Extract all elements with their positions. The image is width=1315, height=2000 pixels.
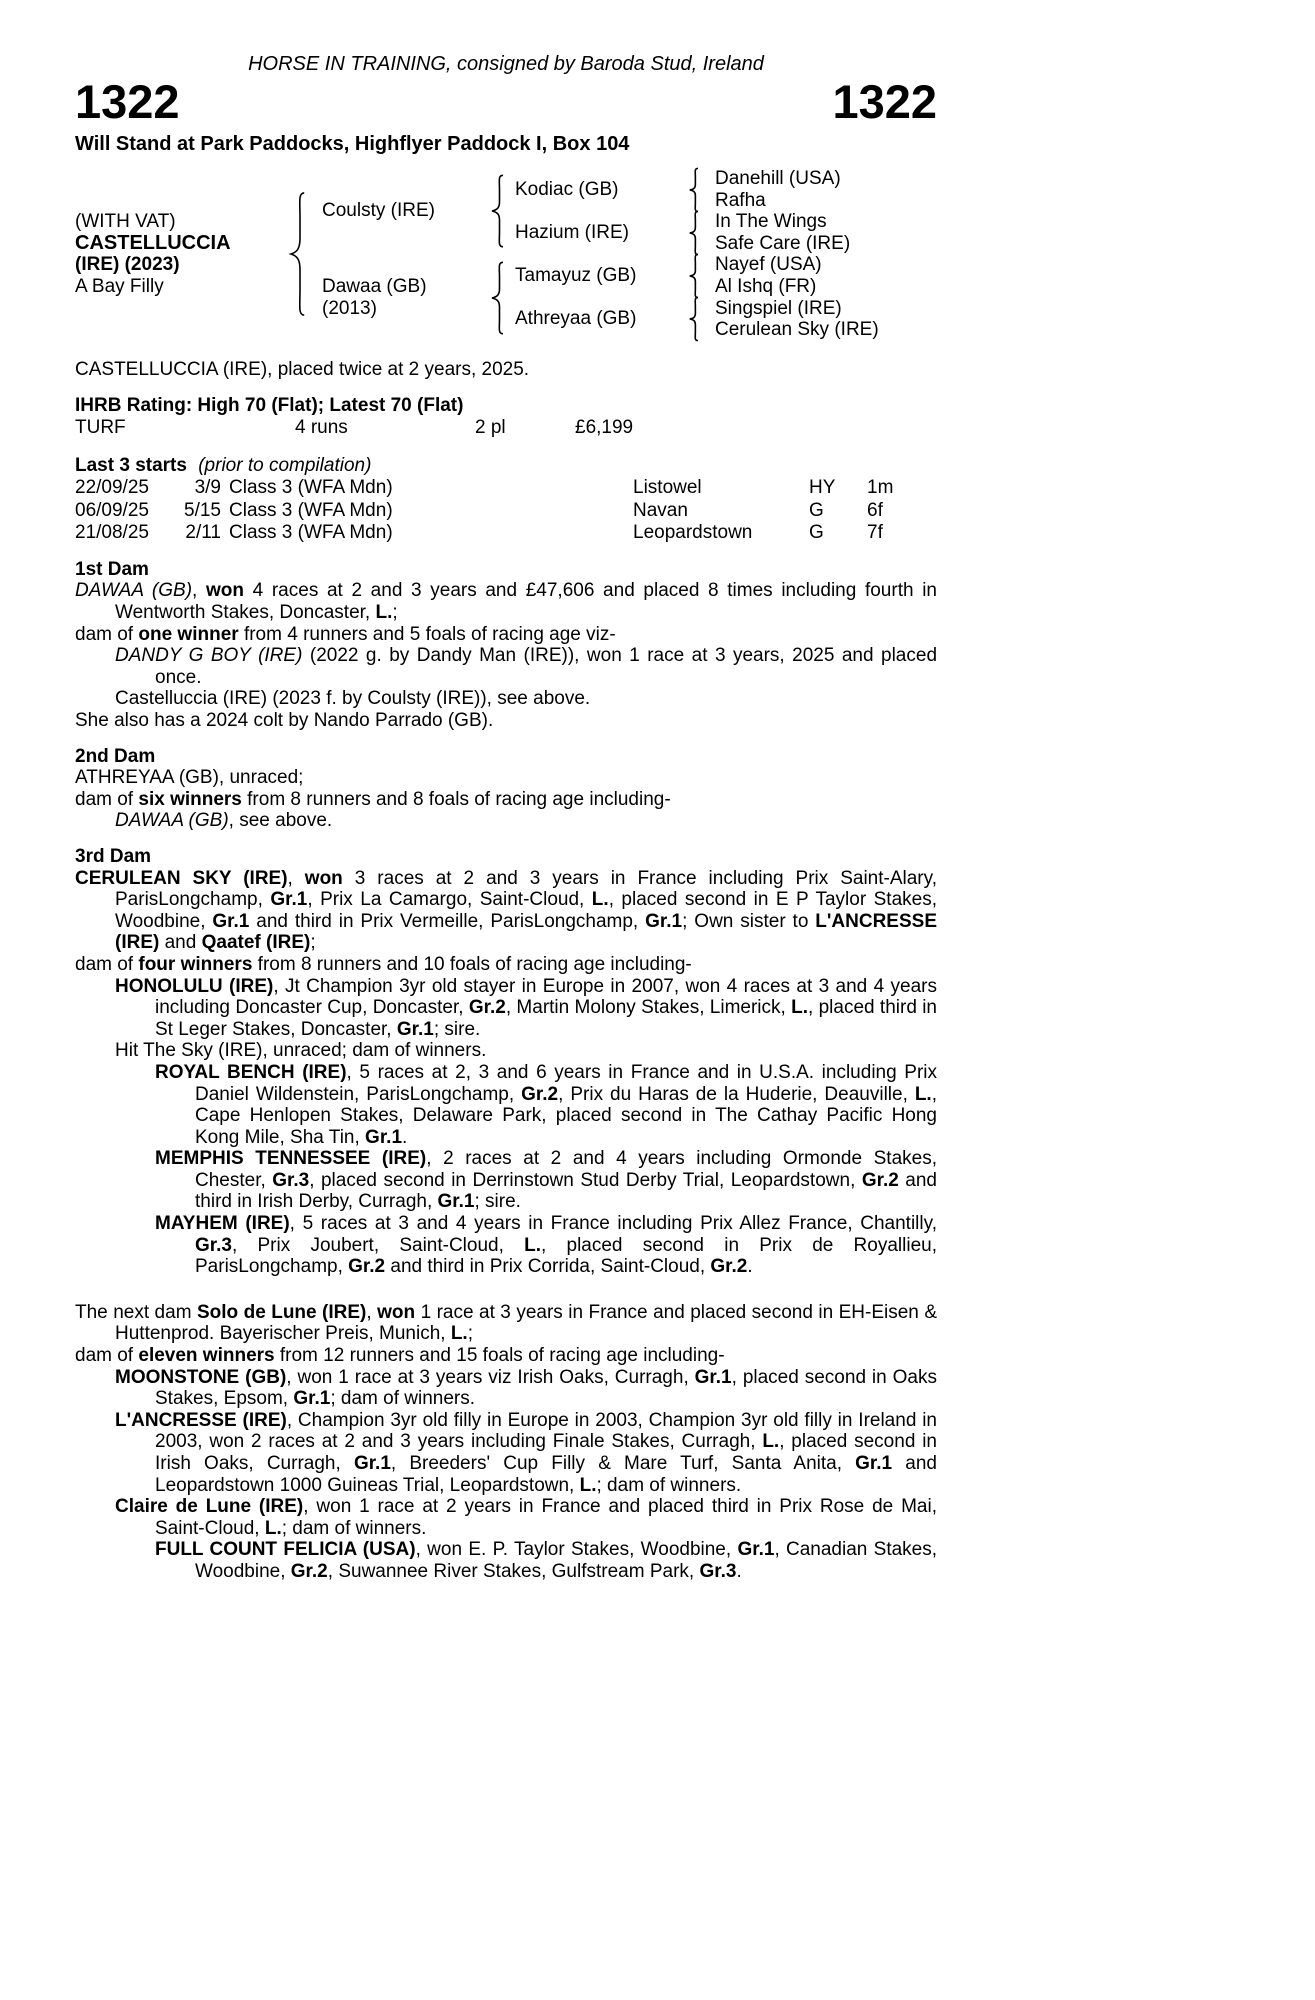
- race-summary-line: CASTELLUCCIA (IRE), placed twice at 2 years, 2025.: [75, 358, 530, 380]
- start-distance: 7f: [867, 522, 883, 544]
- horse-suffix: (IRE) (2023): [75, 254, 180, 276]
- para-dandy-g-boy: DANDY G BOY (IRE) (2022 g. by Dandy Man (IRE)), won 1 race at 3 years, 2025 and placed once.: [115, 645, 938, 688]
- section-heading: 3rd Dam: [75, 845, 152, 867]
- start-position: 3/9: [194, 477, 221, 499]
- start-date: 21/08/25: [75, 522, 149, 544]
- dam-name: [322, 276, 487, 319]
- surface-label: TURF: [75, 417, 126, 439]
- last3-note: (prior to compilation): [198, 455, 372, 477]
- first-dam-section: [75, 559, 937, 732]
- start-going: G: [809, 522, 824, 544]
- pedigree-ancestor: Nayef (USA): [715, 254, 822, 276]
- runs-value: 4 runs: [295, 417, 348, 439]
- second-dam-section: [75, 746, 937, 832]
- para-full-count-felicia: FULL COUNT FELICIA (USA), won E. P. Taylor Stakes, Woodbine, Gr.1, Canadian Stakes, Woodbine, Gr.2, Suwannee River Stakes, Gulfstream Park, Gr.3.: [155, 1539, 938, 1582]
- para-castelluccia-produce: Castelluccia (IRE) (2023 f. by Coulsty (IRE)), see above.: [115, 688, 591, 710]
- placed-value: 2 pl: [475, 417, 506, 439]
- horse-description: A Bay Filly: [75, 275, 164, 297]
- pedigree-ancestor-dams-dam: Athreyaa (GB): [515, 308, 637, 330]
- para-moonstone: MOONSTONE (GB), won 1 race at 3 years viz Irish Oaks, Curragh, Gr.1, placed second in Oaks Stakes, Epsom, Gr.1; dam of winners.: [115, 1366, 937, 1410]
- pedigree-ancestor: Singspiel (IRE): [715, 297, 842, 319]
- ihrb-rating-line: IHRB Rating: High 70 (Flat); Latest 70 (Flat): [75, 395, 464, 417]
- last3-starts-block: [75, 455, 937, 545]
- earnings-value: £6,199: [575, 417, 634, 439]
- consignment-line: HORSE IN TRAINING, consigned by Baroda Stud, Ireland: [248, 53, 764, 75]
- para-memphis-tennessee: MEMPHIS TENNESSEE (IRE), 2 races at 2 and 4 years including Ormonde Stakes, Chester, Gr.3, placed second in Derrinstown Stud Derby Trial, Leopardstown, Gr.2 and third in Irish Derby, Curragh, Gr.1; sire.: [155, 1148, 937, 1213]
- para-dam2-produce-count: dam of six winners from 8 runners and 8 foals of racing age including-: [75, 788, 671, 810]
- pedigree-ancestor: Safe Care (IRE): [715, 232, 851, 254]
- race-start-row: [75, 477, 937, 500]
- pedigree-ancestor-sires-dam: Hazium (IRE): [515, 221, 630, 243]
- para-dawaa-see-above: DAWAA (GB), see above.: [115, 810, 333, 832]
- pedigree-brace-icon: [285, 189, 309, 319]
- vat-note: (WITH VAT): [75, 211, 176, 233]
- pedigree-ancestor: Rafha: [715, 189, 766, 211]
- third-dam-section: [75, 846, 937, 1278]
- horse-info-block: [75, 211, 285, 297]
- start-going: HY: [809, 477, 836, 499]
- last3-label: Last 3 starts: [75, 455, 187, 477]
- para-claire-de-lune: Claire de Lune (IRE), won 1 race at 2 years in France and placed third in Prix Rose de Mai, Saint-Cloud, L.; dam of winners.: [115, 1496, 937, 1539]
- pedigree-ancestor: In The Wings: [715, 211, 827, 233]
- pedigree-ancestor: Al Ishq (FR): [715, 275, 817, 297]
- pedigree-table: [75, 168, 937, 341]
- start-course: Navan: [633, 499, 688, 521]
- start-course: Listowel: [633, 477, 702, 499]
- dam-name-line: Dawaa (GB): [322, 275, 427, 297]
- para-next-dam-produce-count: dam of eleven winners from 12 runners and 15 foals of racing age including-: [75, 1345, 725, 1367]
- start-date: 06/09/25: [75, 499, 149, 521]
- start-distance: 1m: [867, 477, 894, 499]
- start-race: Class 3 (WFA Mdn): [229, 477, 393, 499]
- race-record-row: [75, 417, 937, 439]
- para-hit-the-sky: Hit The Sky (IRE), unraced; dam of winners.: [115, 1040, 487, 1062]
- lot-number-right: 1322: [832, 75, 937, 128]
- start-race: Class 3 (WFA Mdn): [229, 499, 393, 521]
- pedigree-brace-icon: [487, 173, 507, 249]
- lot-number-row: [75, 75, 937, 128]
- para-solo-de-lune: The next dam Solo de Lune (IRE), won 1 race at 3 years in France and placed second in EH-Eisen & Huttenprod. Bayerischer Preis, Munich, L.;: [75, 1301, 937, 1345]
- start-course: Leopardstown: [633, 522, 753, 544]
- para-lancresse: L'ANCRESSE (IRE), Champion 3yr old filly in Europe in 2003, Champion 3yr old filly in Ireland in 2003, won 2 races at 2 and 3 years including Finale Stakes, Curragh, L., placed second in Irish Oaks, Curragh, Gr.1, Breeders' Cup Filly & Mare Turf, Santa Anita, Gr.1 and Leopardstown 1000 Guineas Trial, Leopardstown, L.; dam of winners.: [115, 1409, 938, 1496]
- next-dam-section: [75, 1302, 937, 1583]
- rating-block: [75, 395, 937, 439]
- para-2024-colt: She also has a 2024 colt by Nando Parrado (GB).: [75, 710, 494, 731]
- section-heading: 2nd Dam: [75, 745, 156, 767]
- pedigree-ancestor: Danehill (USA): [715, 168, 841, 189]
- pedigree-brace-icon: [686, 167, 701, 213]
- section-heading: 1st Dam: [75, 558, 149, 580]
- race-start-row: [75, 522, 937, 545]
- pedigree-brace-icon: [686, 253, 701, 299]
- para-cerulean-sky: CERULEAN SKY (IRE), won 3 races at 2 and 3 years in France including Prix Saint-Alary, ParisLongchamp, Gr.1, Prix La Camargo, Saint-Cloud, L., placed second in E P Taylor Stakes, Woodbine, Gr.1 and third in Prix Vermeille, ParisLongchamp, Gr.1; Own sister to L'ANCRESSE (IRE) and Qaatef (IRE);: [75, 867, 937, 954]
- para-honolulu: HONOLULU (IRE), Jt Champion 3yr old stayer in Europe in 2007, won 4 races at 3 and 4 years including Doncaster Cup, Doncaster, Gr.2, Martin Molony Stakes, Limerick, L., placed third in St Leger Stakes, Doncaster, Gr.1; sire.: [115, 975, 937, 1040]
- last3-heading: [75, 455, 937, 477]
- start-position: 2/11: [185, 522, 221, 544]
- pedigree-ancestor: Cerulean Sky (IRE): [715, 319, 879, 341]
- para-athreyaa-record: ATHREYAA (GB), unraced;: [75, 767, 304, 789]
- start-distance: 6f: [867, 499, 883, 521]
- pedigree-ancestor-dams-sire: Tamayuz (GB): [515, 265, 637, 287]
- stand-location-line: Will Stand at Park Paddocks, Highflyer Paddock I, Box 104: [75, 133, 630, 155]
- sire-name: Coulsty (IRE): [322, 200, 435, 222]
- para-dam1-produce-count: dam of one winner from 4 runners and 5 foals of racing age viz-: [75, 623, 616, 645]
- start-going: G: [809, 499, 824, 521]
- para-mayhem: MAYHEM (IRE), 5 races at 3 and 4 years in France including Prix Allez France, Chantilly, Gr.3, Prix Joubert, Saint-Cloud, L., placed second in Prix de Royallieu, ParisLongchamp, Gr.2 and third in Prix Corrida, Saint-Cloud, Gr.2.: [155, 1213, 937, 1278]
- lot-number-left: 1322: [75, 75, 180, 128]
- pedigree-brace-icon: [686, 296, 701, 342]
- para-dam3-produce-count: dam of four winners from 8 runners and 10 foals of racing age including-: [75, 953, 692, 975]
- start-date: 22/09/25: [75, 477, 149, 499]
- pedigree-ancestor-sires-sire: Kodiac (GB): [515, 178, 619, 200]
- horse-name: CASTELLUCCIA: [75, 231, 231, 254]
- dam-year-line: (2013): [322, 297, 377, 319]
- race-start-row: [75, 500, 937, 523]
- para-royal-bench: ROYAL BENCH (IRE), 5 races at 2, 3 and 6 years in France and in U.S.A. including Prix Daniel Wildenstein, ParisLongchamp, Gr.2, Prix du Haras de la Huderie, Deauville, L., Cape Henlopen Stakes, Delaware Park, placed second in The Cathay Pacific Hong Kong Mile, Sha Tin, Gr.1.: [155, 1061, 938, 1148]
- start-position: 5/15: [184, 499, 221, 521]
- para-dawaa-record: DAWAA (GB), won 4 races at 2 and 3 years and £47,606 and placed 8 times including fourth in Wentworth Stakes, Doncaster, L.;: [75, 580, 937, 624]
- pedigree-brace-icon: [487, 260, 507, 336]
- start-race: Class 3 (WFA Mdn): [229, 522, 393, 544]
- pedigree-brace-icon: [686, 210, 701, 256]
